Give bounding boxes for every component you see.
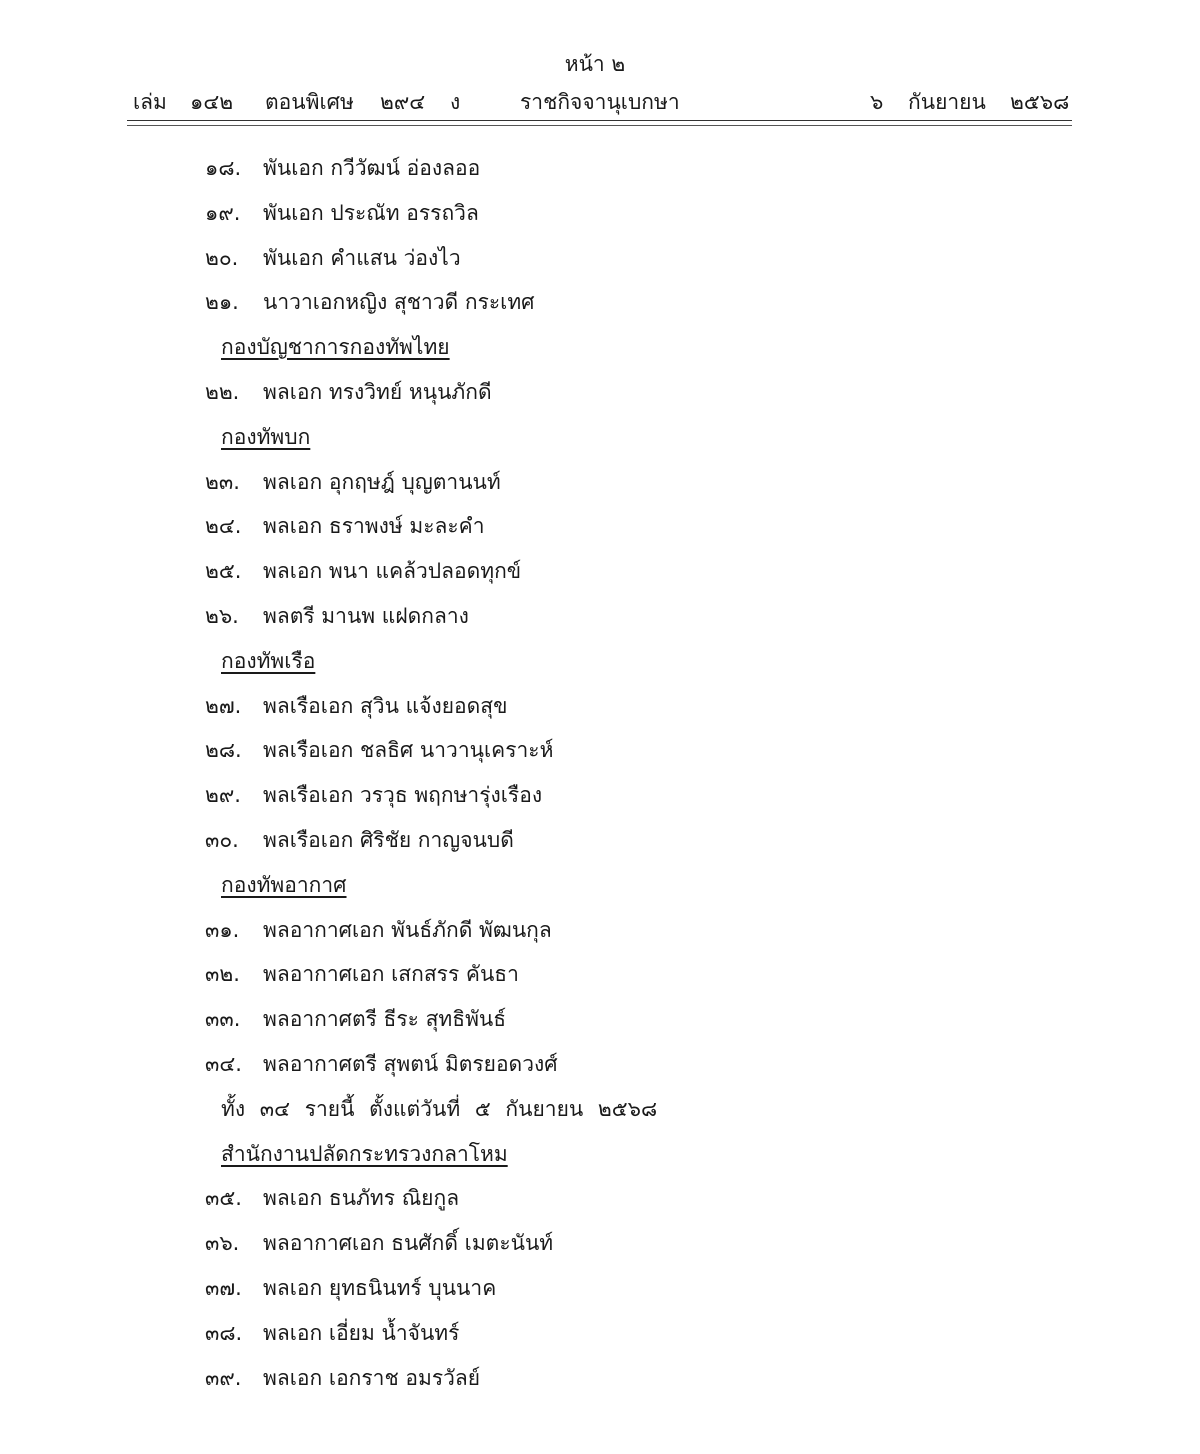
item-name: พลเรือเอก สุวิน แจ้งยอดสุข	[263, 693, 508, 718]
list-item	[0, 280, 1200, 325]
list-item	[0, 191, 1200, 236]
section-heading-row	[0, 1132, 1200, 1177]
section-number: ๒๙๔	[380, 90, 426, 114]
list-item	[0, 504, 1200, 549]
effective-date-note: ทั้ง ๓๔ รายนี้ ตั้งแต่วันที่ ๕ กันยายน ๒๕๖๘	[221, 1096, 658, 1121]
list-item	[0, 1221, 1200, 1266]
item-number: ๑๙.	[205, 200, 241, 225]
page-number: หน้า ๒	[564, 52, 626, 76]
item-number: ๒๔.	[205, 514, 242, 539]
item-number: ๓๔.	[205, 1051, 242, 1076]
item-name: พันเอก คำแสน ว่องไว	[263, 245, 461, 270]
publication-title: ราชกิจจานุเบกษา	[520, 90, 680, 114]
item-name: พลเรือเอก วรวุธ พฤกษารุ่งเรือง	[263, 783, 543, 808]
item-number: ๓๐.	[205, 827, 239, 852]
section-heading: กองทัพอากาศ	[221, 872, 347, 897]
item-name: พลเอก เอกราช อมรวัลย์	[263, 1365, 481, 1390]
list-item	[0, 818, 1200, 863]
list-item	[0, 684, 1200, 729]
section-heading-row	[0, 415, 1200, 460]
item-number: ๓๓.	[205, 1007, 241, 1032]
item-number: ๓๗.	[205, 1275, 242, 1300]
section-heading-row	[0, 863, 1200, 908]
item-number: ๒๑.	[205, 290, 239, 315]
date-day: ๖	[870, 90, 884, 114]
list-item	[0, 1311, 1200, 1356]
item-name: พลเอก ยุทธนินทร์ บุนนาค	[263, 1275, 497, 1300]
list-item	[0, 236, 1200, 281]
item-name: พลเอก อุกฤษฎ์ บุญตานนท์	[263, 469, 501, 494]
section-heading-row	[0, 639, 1200, 684]
list-item	[0, 728, 1200, 773]
volume-label: เล่ม	[133, 90, 167, 114]
item-number: ๒๗.	[205, 693, 242, 718]
item-name: พลอากาศเอก พันธ์ภักดี พัฒนกุล	[263, 917, 552, 942]
item-number: ๓๑.	[205, 917, 240, 942]
item-name: พลเอก เอี่ยม น้ำจันทร์	[263, 1320, 460, 1345]
volume-number: ๑๔๒	[190, 90, 234, 114]
item-name: พลเอก ธราพงษ์ มะละคำ	[263, 514, 485, 539]
list-item	[0, 460, 1200, 505]
section-heading: กองทัพบก	[221, 424, 311, 449]
item-name: พลเรือเอก ชลธิศ นาวานุเคราะห์	[263, 738, 554, 763]
item-number: ๒๐.	[205, 245, 239, 270]
item-name: นาวาเอกหญิง สุชาวดี กระเทศ	[263, 290, 535, 315]
item-name: พลอากาศตรี ธีระ สุทธิพันธ์	[263, 1007, 507, 1032]
document-body	[0, 146, 1200, 1400]
list-item	[0, 1356, 1200, 1401]
item-number: ๓๕.	[205, 1186, 242, 1211]
item-name: พลเอก ทรงวิทย์ หนุนภักดี	[263, 379, 492, 404]
item-number: ๓๒.	[205, 962, 240, 987]
list-item	[0, 146, 1200, 191]
header-divider	[127, 120, 1072, 126]
section-label: ตอนพิเศษ	[265, 90, 354, 114]
item-number: ๒๙.	[205, 783, 241, 808]
list-item	[0, 1176, 1200, 1221]
list-item	[0, 952, 1200, 997]
list-item	[0, 997, 1200, 1042]
item-number: ๒๘.	[205, 738, 242, 763]
date-month: กันยายน	[908, 90, 986, 114]
section-letter: ง	[450, 90, 461, 114]
item-number: ๓๙.	[205, 1365, 242, 1390]
section-heading-row	[0, 325, 1200, 370]
item-number: ๒๒.	[205, 379, 240, 404]
item-number: ๑๘.	[205, 156, 242, 180]
note-row	[0, 1087, 1200, 1132]
item-name: พลเรือเอก ศิริชัย กาญจนบดี	[263, 827, 514, 852]
item-number: ๒๖.	[205, 603, 239, 628]
item-name: พลอากาศเอก เสกสรร คันธา	[263, 962, 519, 987]
list-item	[0, 549, 1200, 594]
item-name: พันเอก ประณัท อรรถวิล	[263, 200, 479, 225]
item-number: ๓๖.	[205, 1231, 240, 1256]
list-item	[0, 370, 1200, 415]
section-heading: กองบัญชาการกองทัพไทย	[221, 335, 450, 360]
item-number: ๓๘.	[205, 1320, 243, 1345]
section-heading: สำนักงานปลัดกระทรวงกลาโหม	[221, 1141, 508, 1166]
section-heading: กองทัพเรือ	[221, 648, 316, 673]
item-name: พลอากาศตรี สุพตน์ มิตรยอดวงศ์	[263, 1051, 558, 1076]
date-year: ๒๕๖๘	[1010, 90, 1070, 114]
item-name: พลเอก ธนภัทร ณิยกูล	[263, 1186, 460, 1211]
list-item	[0, 1266, 1200, 1311]
list-item	[0, 773, 1200, 818]
list-item	[0, 908, 1200, 953]
item-name: พลเอก พนา แคล้วปลอดทุกข์	[263, 559, 522, 584]
item-name: พันเอก กวีวัฒน์ อ่องลออ	[263, 156, 481, 180]
item-number: ๒๕.	[205, 559, 242, 584]
list-item	[0, 594, 1200, 639]
list-item	[0, 1042, 1200, 1087]
item-number: ๒๓.	[205, 469, 240, 494]
item-name: พลตรี มานพ แฝดกลาง	[263, 603, 469, 628]
item-name: พลอากาศเอก ธนศักดิ์ เมตะนันท์	[263, 1231, 554, 1256]
